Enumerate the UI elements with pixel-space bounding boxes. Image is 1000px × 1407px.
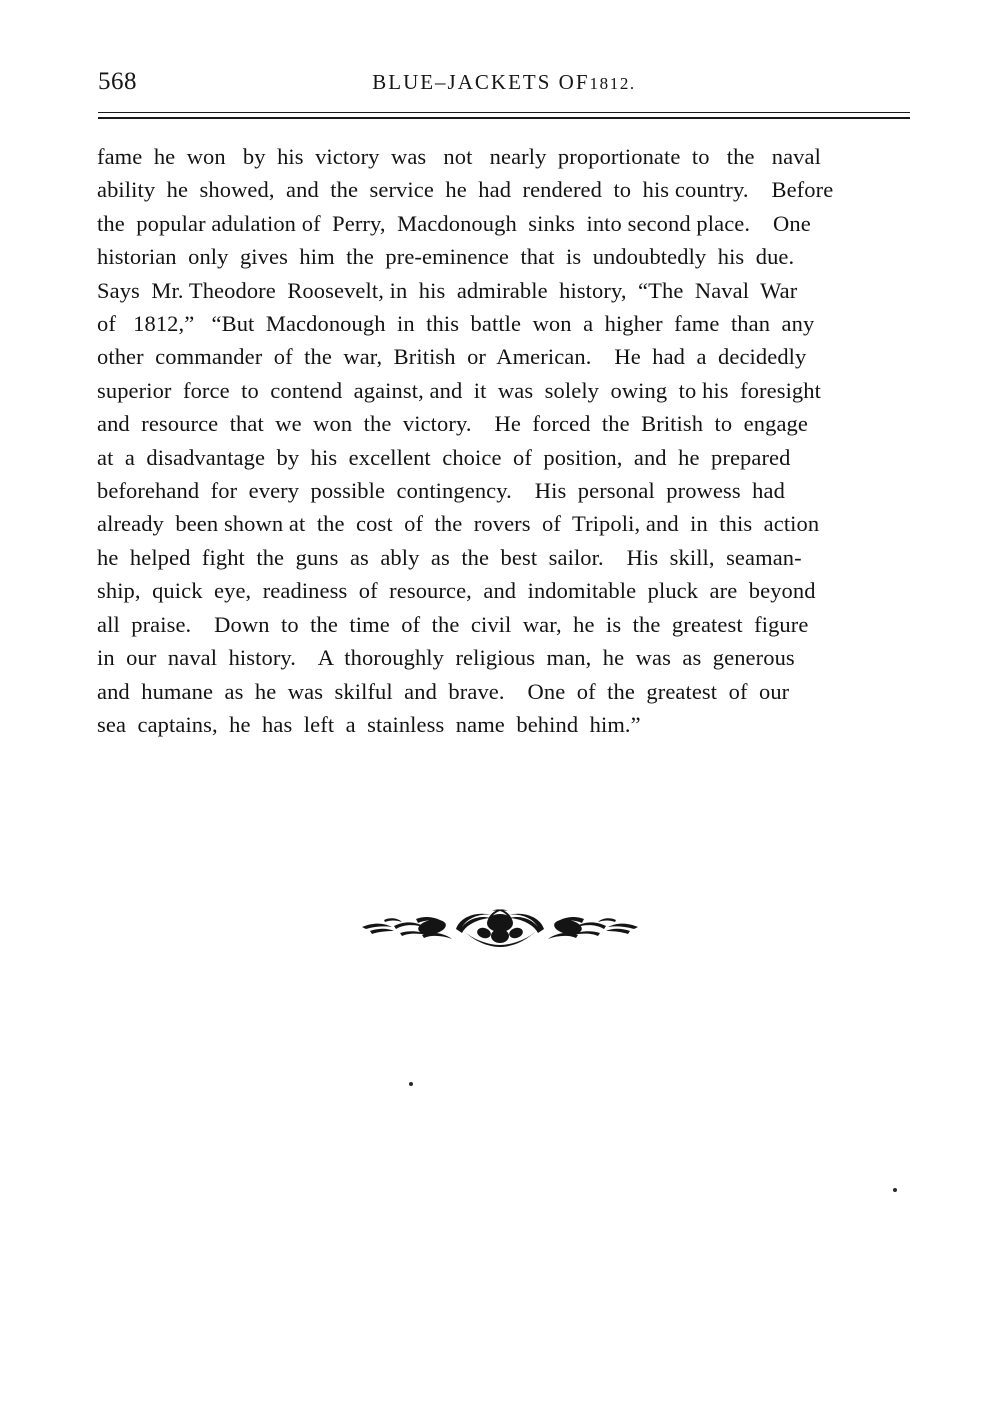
body-line: ability he showed, and the service he had rendered to his country. Before [97, 177, 834, 203]
body-line: already been shown at the cost of the rovers of Tripoli, and in this action [97, 511, 820, 537]
body-paragraph [97, 140, 909, 741]
running-head-year: 1812. [589, 74, 636, 93]
running-head-title [98, 70, 910, 95]
body-line: other commander of the war, British or American. He had a decidedly [97, 344, 807, 370]
header-rule-thin [98, 112, 910, 113]
body-line: all praise. Down to the time of the civil war, he is the greatest figure [97, 611, 809, 637]
body-line: historian only gives him the pre-eminence that is undoubtedly his due. [97, 244, 795, 270]
body-line: and humane as he was skilful and brave. One of the greatest of our [97, 678, 790, 704]
floral-rule-ornament [0, 905, 1000, 953]
body-line: Says Mr. Theodore Roosevelt, in his admirable history, “The Naval War [97, 277, 798, 303]
body-line: the popular adulation of Perry, Macdonough sinks into second place. One [97, 210, 811, 236]
body-line: in our naval history. A thoroughly religious man, he was as generous [97, 645, 795, 671]
body-line: and resource that we won the victory. He forced the British to engage [97, 411, 808, 437]
body-line: fame he won by his victory was not nearly proportionate to the naval [97, 144, 821, 169]
running-head [98, 62, 910, 98]
body-line: he helped fight the guns as ably as the best sailor. His skill, seaman- [97, 544, 802, 570]
header-rule-thick [98, 117, 910, 119]
ink-speck [893, 1188, 897, 1192]
page-number: 568 [98, 68, 137, 95]
body-line: beforehand for every possible contingency. His personal prowess had [97, 478, 785, 504]
body-line: sea captains, he has left a stainless name behind him.” [97, 711, 641, 737]
header-rule [98, 112, 910, 122]
body-line: at a disadvantage by his excellent choice of position, and he prepared [97, 444, 791, 470]
body-line: of 1812,” “But Macdonough in this battle won a higher fame than any [97, 311, 815, 337]
running-head-title-text: BLUE–JACKETS OF [372, 70, 590, 94]
body-line: superior force to contend against, and it was solely owing to his foresight [97, 377, 821, 403]
body-line: ship, quick eye, readiness of resource, and indomitable pluck are beyond [97, 578, 816, 604]
ink-speck [409, 1082, 413, 1086]
